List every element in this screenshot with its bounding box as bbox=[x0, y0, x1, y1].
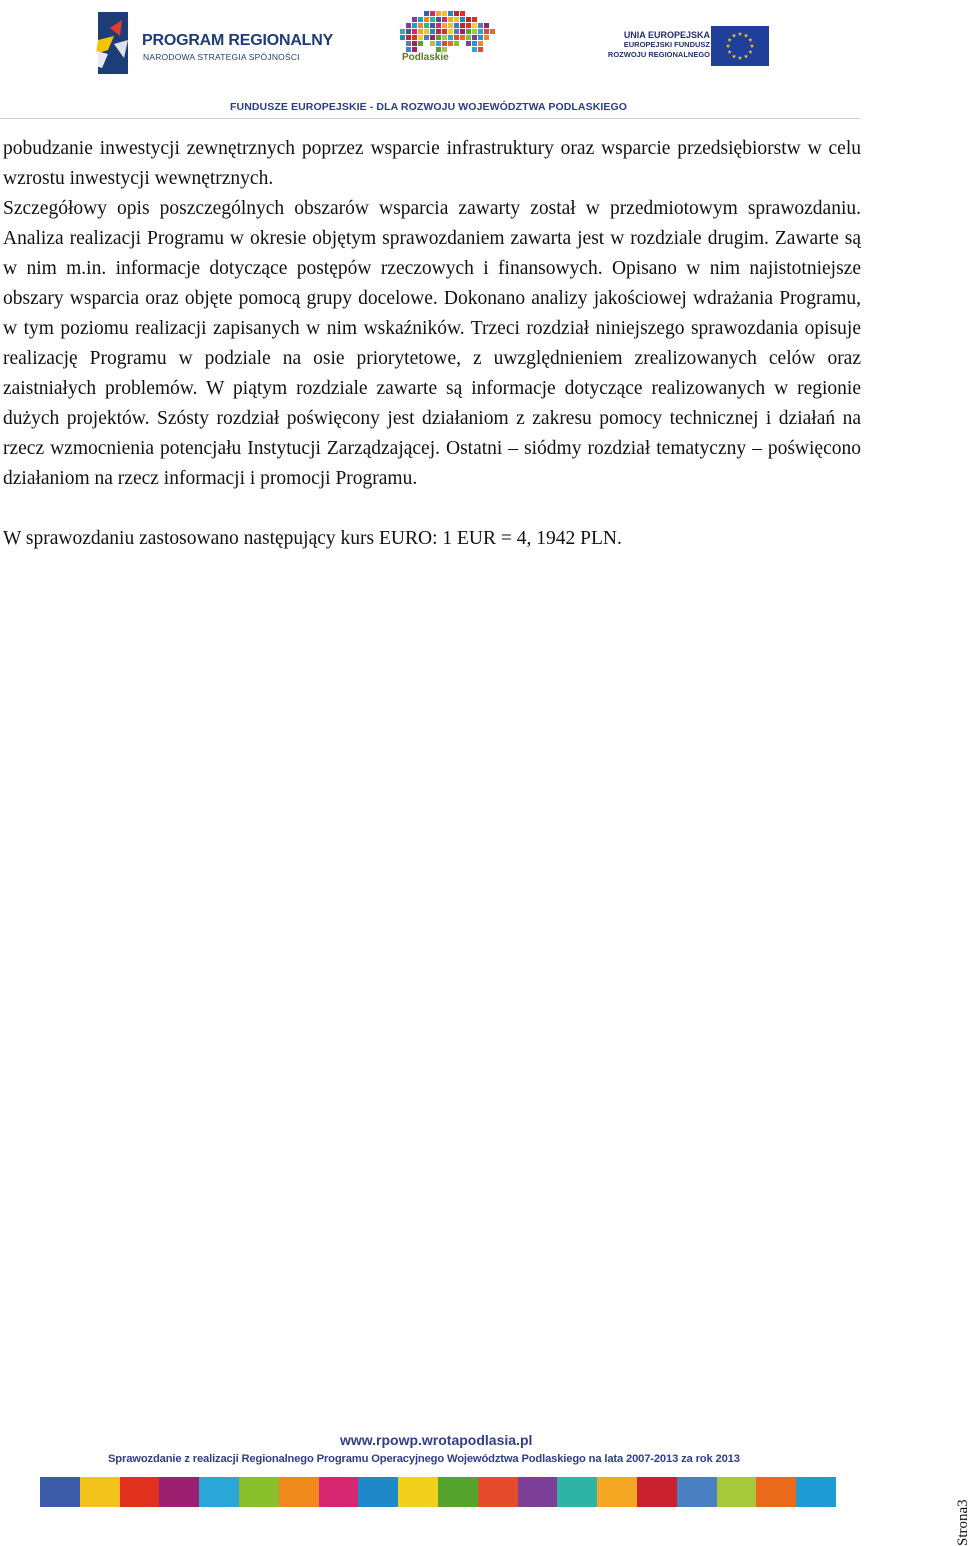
stripe-segment bbox=[478, 1477, 518, 1507]
program-logo-title: PROGRAM REGIONALNY bbox=[142, 32, 334, 49]
eu-logo bbox=[600, 22, 770, 68]
page-number: Strona3 bbox=[955, 1499, 971, 1546]
stripe-segment bbox=[199, 1477, 239, 1507]
stripe-segment bbox=[557, 1477, 597, 1507]
stripe-segment bbox=[120, 1477, 160, 1507]
stripe-segment bbox=[438, 1477, 478, 1507]
footer-color-stripe bbox=[40, 1477, 836, 1507]
eu-flag-icon bbox=[711, 26, 769, 66]
header-divider bbox=[0, 118, 860, 119]
stripe-segment bbox=[319, 1477, 359, 1507]
paragraph-3: W sprawozdaniu zastosowano następujący kurs EURO: 1 EUR = 4, 1942 PLN. bbox=[3, 528, 622, 549]
stripe-segment bbox=[159, 1477, 199, 1507]
podlaskie-logo bbox=[398, 10, 498, 70]
stripe-segment bbox=[796, 1477, 836, 1507]
nss-logo-icon bbox=[88, 10, 138, 76]
stripe-segment bbox=[398, 1477, 438, 1507]
header-tagline: FUNDUSZE EUROPEJSKIE - DLA ROZWOJU WOJEWÓDZTWA PODLASKIEGO bbox=[230, 101, 628, 113]
footer-report-title: Sprawozdanie z realizacji Regionalnego Programu Operacyjnego Województwa Podlaskiego na lata 2007-2013 za rok 2013 bbox=[108, 1453, 740, 1465]
stripe-segment bbox=[756, 1477, 796, 1507]
stripe-segment bbox=[597, 1477, 637, 1507]
stripe-segment bbox=[358, 1477, 398, 1507]
page-footer bbox=[0, 1430, 960, 1546]
stripe-segment bbox=[279, 1477, 319, 1507]
document-body bbox=[3, 134, 861, 554]
program-regionalny-logo bbox=[88, 10, 334, 78]
stripe-segment bbox=[637, 1477, 677, 1507]
paragraph-2: Szczegółowy opis poszczególnych obszarów wsparcia zawarty został w przedmiotowym sprawozdaniu. Analiza realizacji Programu w okresie objętym sprawozdaniem zawarta jest w rozdziale drugim. Zawarte są w nim m.in. informacje dotyczące postępów rzeczowych i finansowych. Opisano w nim najistotniejsze obszary wsparcia oraz objęte pomocą grupy docelowe. Dokonano analizy jakościowej wdrażania Programu, w tym poziomu realizacji zapisanych w nim wskaźników. Trzeci rozdział niniejszego sprawozdania opisuje realizację Programu w podziale na osie priorytetowe, z uwzględnieniem zrealizowanych celów oraz zaistniałych problemów. W piątym rozdziale zawarte są informacje dotyczące realizowanych w regionie dużych projektów. Szósty rozdział poświęcony jest działaniom z zakresu pomocy technicznej i działań na rzecz wzmocnienia potencjału Instytucji Zarządzającej. Ostatni – siódmy rozdział tematyczny – poświęcono działaniom na rzecz informacji i promocji Programu. bbox=[3, 198, 861, 489]
stripe-segment bbox=[80, 1477, 120, 1507]
podlaskie-logo-label: Podlaskie bbox=[402, 52, 449, 63]
eu-logo-line1: UNIA EUROPEJSKA bbox=[623, 30, 710, 40]
eu-logo-line2: EUROPEJSKI FUNDUSZ bbox=[623, 40, 710, 49]
stripe-segment bbox=[677, 1477, 717, 1507]
stripe-segment bbox=[717, 1477, 757, 1507]
program-logo-subtitle: NARODOWA STRATEGIA SPÓJNOŚCI bbox=[143, 52, 300, 62]
stripe-segment bbox=[239, 1477, 279, 1507]
bison-mosaic-icon bbox=[398, 10, 498, 58]
page-header bbox=[0, 0, 960, 124]
eu-logo-line3: ROZWOJU REGIONALNEGO bbox=[607, 50, 710, 59]
footer-url[interactable]: www.rpowp.wrotapodlasia.pl bbox=[340, 1432, 533, 1448]
stripe-segment bbox=[518, 1477, 558, 1507]
paragraph-1: pobudzanie inwestycji zewnętrznych poprzez wsparcie infrastruktury oraz wsparcie przedsiębiorstw w celu wzrostu inwestycji wewnętrznych. bbox=[3, 138, 861, 189]
stripe-segment bbox=[40, 1477, 80, 1507]
